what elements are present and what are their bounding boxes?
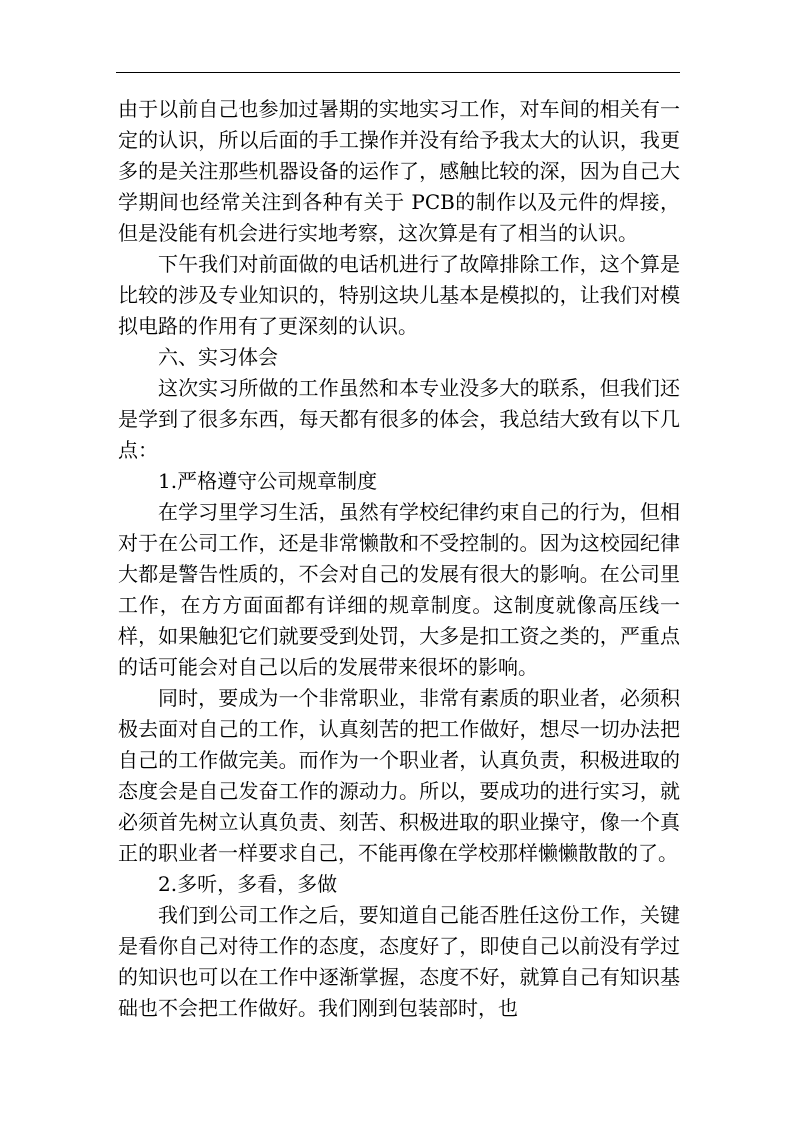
paragraph-4: 在学习里学习生活，虽然有学校纪律约束自己的行为，但相对于在公司工作，还是非常懒散和不受控制的。因为这校园纪律大都是警告性质的，不会对自己的发展有很大的影响。在公司里工作，在方方面面都有详细的规章制度。这制度就像高压线一样，如果触犯它们就要受到处罚，大多是扣工资之类的，严重点的话可能会对自己以后的发展带来很坏的影响。	[118, 500, 680, 679]
paragraph-3: 这次实习所做的工作虽然和本专业没多大的联系，但我们还是学到了很多东西，每天都有很多的体会，我总结大致有以下几点：	[118, 376, 680, 462]
header-rule	[116, 72, 680, 73]
paragraph-5: 同时，要成为一个非常职业，非常有素质的职业者，必须积极去面对自己的工作，认真刻苦的把工作做好，想尽一切办法把自己的工作做完美。而作为一个职业者，认真负责，积极进取的态度会是自己发奋工作的源动力。所以，要成功的进行实习，就必须首先树立认真负责、刻苦、积极进取的职业操守，像一个真正的职业者一样要求自己，不能再像在学校那样懒懒散散的了。	[118, 686, 680, 865]
paragraph-2: 下午我们对前面做的电话机进行了故障排除工作，这个算是比较的涉及专业知识的，特别这块儿基本是模拟的，让我们对模拟电路的作用有了更深刻的认识。	[118, 252, 680, 338]
subheading-2: 2.多听，多看，多做	[158, 872, 338, 896]
document-body	[118, 94, 680, 1024]
section-heading-6: 六、实习体会	[158, 345, 278, 369]
paragraph-1: 由于以前自己也参加过暑期的实地实习工作，对车间的相关有一定的认识，所以后面的手工操作并没有给予我太大的认识，我更多的是关注那些机器设备的运作了，感触比较的深，因为自己大学期间也经常关注到各种有关于 PCB的制作以及元件的焊接，但是没能有机会进行实地考察，这次算是有了相当的认识。	[118, 97, 680, 245]
paragraph-6: 我们到公司工作之后，要知道自己能否胜任这份工作，关键是看你自己对待工作的态度，态度好了，即使自己以前没有学过的知识也可以在工作中逐渐掌握，态度不好，就算自己有知识基础也不会把工作做好。我们刚到包装部时，也	[118, 903, 680, 1020]
subheading-1: 1.严格遵守公司规章制度	[158, 469, 378, 493]
